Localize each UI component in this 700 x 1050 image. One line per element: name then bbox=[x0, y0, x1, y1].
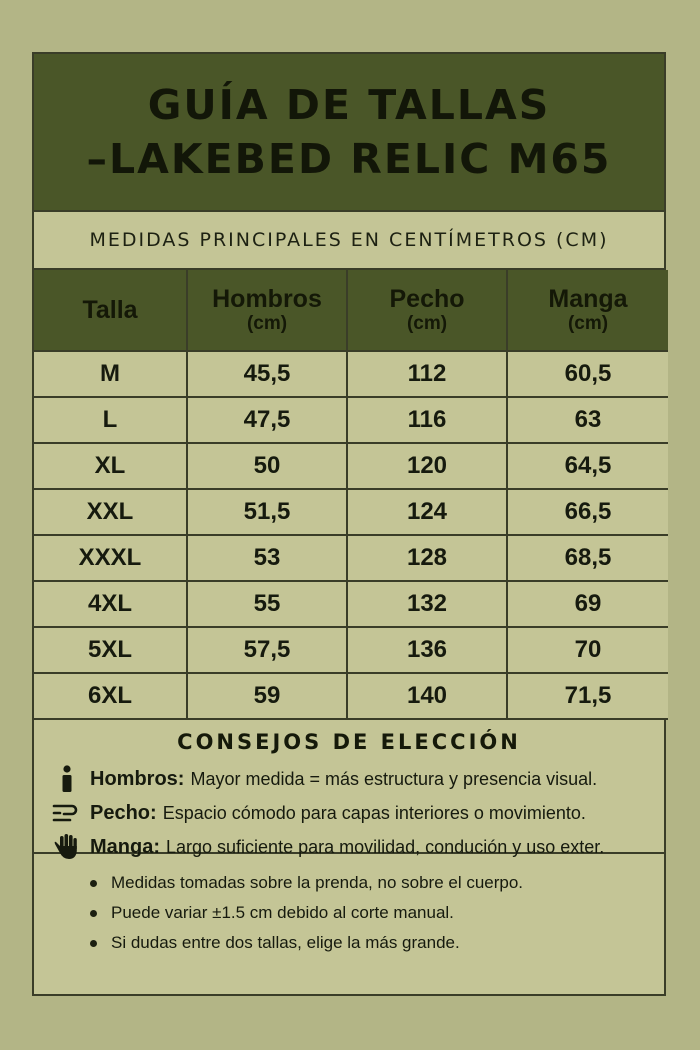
size-table bbox=[34, 270, 668, 720]
cell-hombros: 55 bbox=[187, 581, 347, 627]
tip-text: Largo suficiente para movilidad, condución y uso exter. bbox=[166, 836, 605, 857]
note-text: Si dudas entre dos tallas, elige la más grande. bbox=[111, 933, 460, 952]
note-text: Medidas tomadas sobre la prenda, no sobre el cuerpo. bbox=[111, 873, 524, 892]
table-row bbox=[34, 535, 668, 581]
cell-talla: L bbox=[34, 397, 187, 443]
header-unit: (cm) bbox=[567, 313, 609, 334]
header-label: Manga bbox=[548, 285, 628, 313]
cell-hombros: 59 bbox=[187, 673, 347, 719]
table-row bbox=[34, 627, 668, 673]
cell-manga: 66,5 bbox=[507, 489, 668, 535]
note-text: Puede variar ±1.5 cm debido al corte manual. bbox=[111, 903, 454, 922]
tips-section bbox=[34, 720, 664, 858]
cell-manga: 69 bbox=[507, 581, 668, 627]
tip-text: Espacio cómodo para capas interiores o movimiento. bbox=[162, 802, 586, 823]
title-line-2: –LAKEBED RELIC M65 bbox=[86, 135, 612, 183]
cell-talla: M bbox=[34, 351, 187, 397]
cell-manga: 63 bbox=[507, 397, 668, 443]
tip-label: Hombros: bbox=[90, 767, 185, 790]
subtitle: MEDIDAS PRINCIPALES EN CENTÍMETROS (CM) bbox=[34, 212, 664, 270]
cell-talla: 5XL bbox=[34, 627, 187, 673]
list-item bbox=[90, 928, 664, 958]
header-unit: (cm) bbox=[246, 313, 288, 334]
cell-manga: 68,5 bbox=[507, 535, 668, 581]
cell-pecho: 112 bbox=[347, 351, 507, 397]
tip-item bbox=[34, 796, 664, 830]
cell-pecho: 132 bbox=[347, 581, 507, 627]
title-line-1: GUÍA DE TALLAS bbox=[147, 81, 551, 129]
hand-icon bbox=[50, 833, 84, 861]
table-row bbox=[34, 489, 668, 535]
table-row bbox=[34, 581, 668, 627]
cell-manga: 60,5 bbox=[507, 351, 668, 397]
cell-hombros: 51,5 bbox=[187, 489, 347, 535]
header-label: Hombros bbox=[212, 285, 322, 313]
cell-talla: XXL bbox=[34, 489, 187, 535]
cell-hombros: 50 bbox=[187, 443, 347, 489]
table-header-row bbox=[34, 270, 668, 351]
header-label: Pecho bbox=[389, 285, 465, 313]
cell-manga: 71,5 bbox=[507, 673, 668, 719]
list-item bbox=[90, 868, 664, 898]
table-row bbox=[34, 397, 668, 443]
tip-item bbox=[34, 762, 664, 796]
cell-pecho: 128 bbox=[347, 535, 507, 581]
cell-hombros: 57,5 bbox=[187, 627, 347, 673]
table-row bbox=[34, 351, 668, 397]
cell-hombros: 47,5 bbox=[187, 397, 347, 443]
cell-manga: 70 bbox=[507, 627, 668, 673]
cell-pecho: 120 bbox=[347, 443, 507, 489]
cell-hombros: 45,5 bbox=[187, 351, 347, 397]
bullet-icon bbox=[90, 880, 97, 887]
header-pecho bbox=[347, 270, 507, 351]
title-block bbox=[34, 54, 664, 212]
list-item bbox=[90, 898, 664, 928]
tip-label: Pecho: bbox=[90, 801, 157, 824]
info-icon bbox=[50, 765, 84, 793]
wind-icon bbox=[50, 803, 84, 823]
cell-talla: 6XL bbox=[34, 673, 187, 719]
notes-list bbox=[34, 854, 664, 958]
cell-manga: 64,5 bbox=[507, 443, 668, 489]
cell-talla: XL bbox=[34, 443, 187, 489]
header-talla bbox=[34, 270, 187, 351]
header-unit: (cm) bbox=[406, 313, 448, 334]
cell-pecho: 124 bbox=[347, 489, 507, 535]
header-manga bbox=[507, 270, 668, 351]
cell-pecho: 140 bbox=[347, 673, 507, 719]
bullet-icon bbox=[90, 940, 97, 947]
size-guide-card bbox=[32, 52, 666, 996]
tip-label: Manga: bbox=[90, 835, 160, 858]
cell-pecho: 136 bbox=[347, 627, 507, 673]
bullet-icon bbox=[90, 910, 97, 917]
table-row bbox=[34, 673, 668, 719]
header-hombros bbox=[187, 270, 347, 351]
table-row bbox=[34, 443, 668, 489]
cell-talla: XXXL bbox=[34, 535, 187, 581]
header-label: Talla bbox=[82, 296, 138, 324]
tips-title: CONSEJOS DE ELECCIÓN bbox=[177, 730, 521, 754]
cell-hombros: 53 bbox=[187, 535, 347, 581]
cell-talla: 4XL bbox=[34, 581, 187, 627]
tip-text: Mayor medida = más estructura y presencia visual. bbox=[190, 768, 598, 789]
cell-pecho: 116 bbox=[347, 397, 507, 443]
